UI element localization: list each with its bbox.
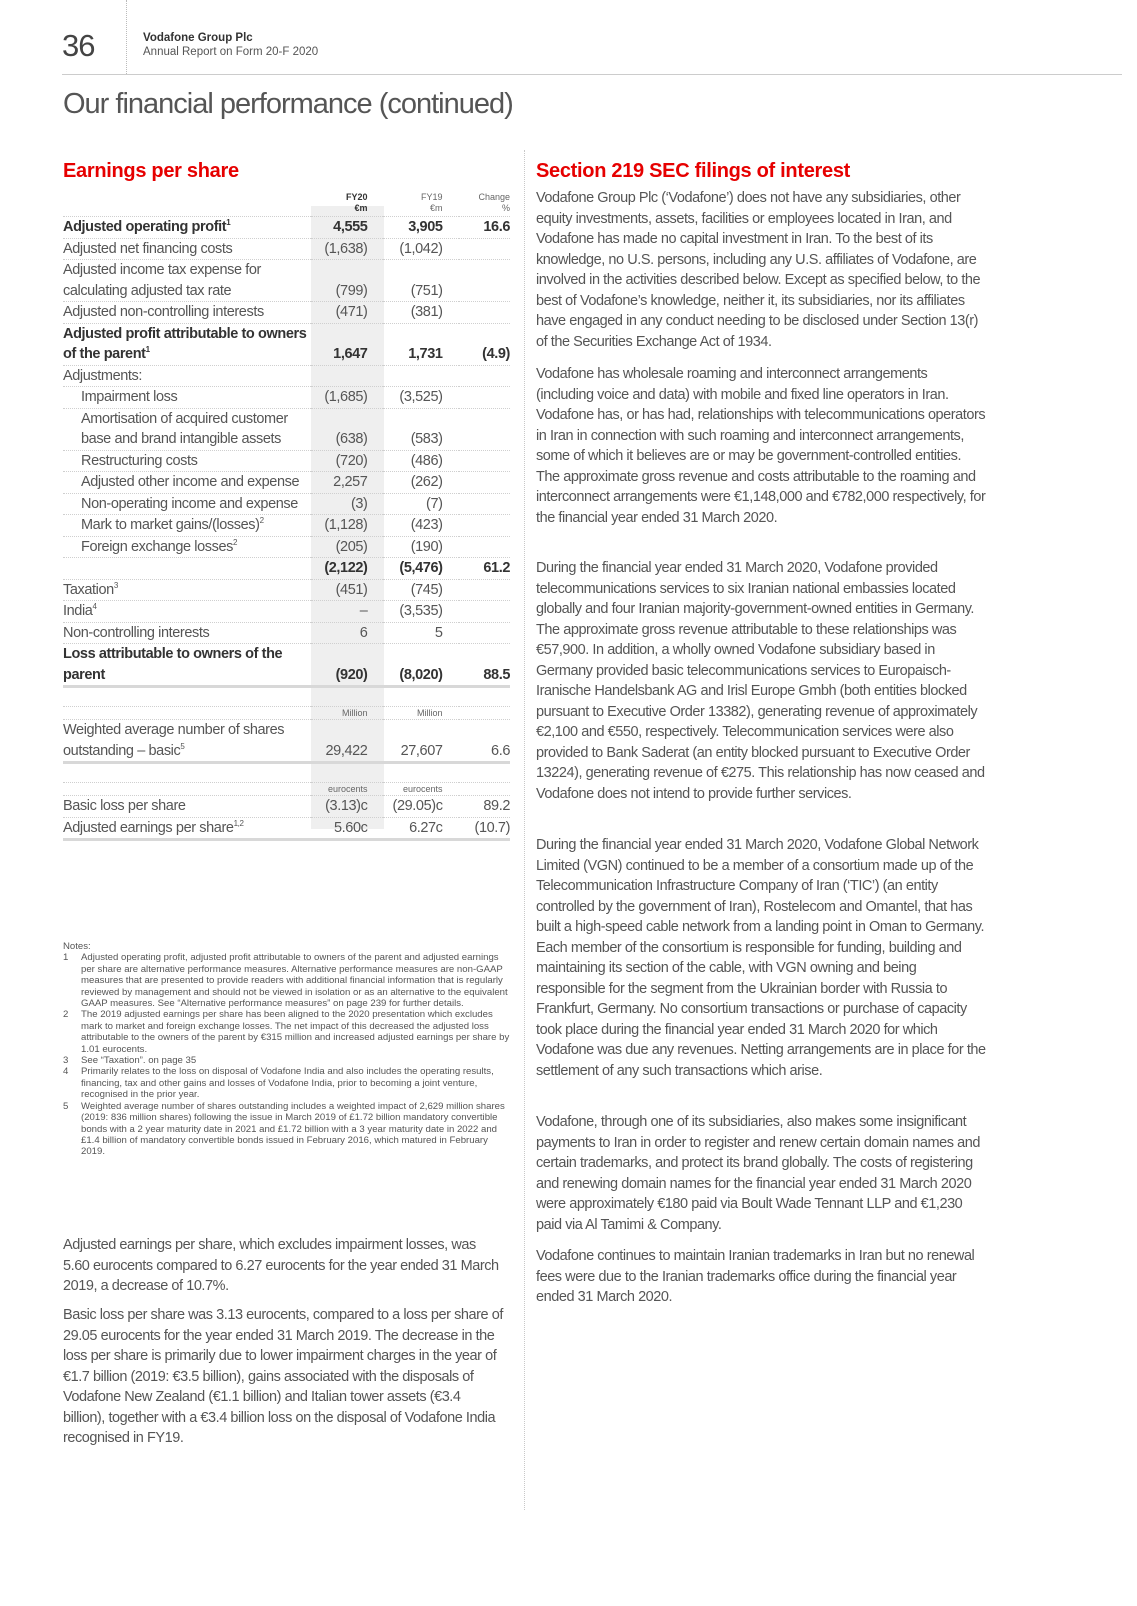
- change-value: [459, 365, 510, 387]
- eps-table: [63, 189, 510, 841]
- table-row: [63, 450, 510, 472]
- row-label: Non-controlling interests: [63, 622, 311, 644]
- fy19-value: (423): [383, 515, 458, 537]
- column-divider: [524, 150, 525, 1510]
- header-divider: [126, 0, 128, 74]
- fy19-value: (1,042): [383, 238, 458, 260]
- section219-paragraph: Vodafone has wholesale roaming and interconnect arrangements (including voice and data) with mobile and fixed line operators in Iran. Vodafone has, or has had, relationships with telecommunications operators in Iran in connection with such roaming and interconnect arrangements, some of which it believes are or may be government-controlled entities. The approximate gross revenue and costs attributable to the roaming and interconnect arrangements were €1,148,000 and €782,000 respectively, for the financial year ended 31 March 2020.: [536, 366, 986, 526]
- row-label: Basic loss per share: [63, 796, 311, 818]
- note-item: [63, 952, 510, 1009]
- note-text: Primarily relates to the loss on disposal of Vodafone India and also includes the operating results, financing, tax and other gains and losses of Vodafone India, prior to becoming a joint venture, recognised in the prior year.: [81, 1066, 494, 1101]
- table-row: [63, 260, 510, 302]
- table-row: [63, 387, 510, 409]
- row-label: Loss attributable to owners of the parent: [63, 644, 311, 687]
- fy19-value: (262): [383, 472, 458, 494]
- change-value: [459, 536, 510, 558]
- table-row: [63, 472, 510, 494]
- row-label: Restructuring costs: [63, 450, 311, 472]
- table-row: [63, 817, 510, 840]
- change-value: 16.6: [459, 217, 510, 239]
- col-header-fy19: FY19 €m: [383, 189, 458, 217]
- report-name: Annual Report on Form 20-F 2020: [143, 46, 319, 58]
- table-row: [63, 720, 510, 763]
- unit-row: [63, 707, 510, 720]
- fy20-value: (1,128): [311, 515, 384, 537]
- table-header-row: [63, 189, 510, 217]
- fy20-value: (471): [311, 302, 384, 324]
- note-text: Weighted average number of shares outstanding includes a weighted impact of 2,629 million shares (2019: 836 million shares) following the issue in March 2019 of £1.72 billion mandatory convertible bonds with a 2 year maturity date in 2021 and £1.72 billion with a 3 year maturity date in 2022 and £1.4 billion of mandatory convertible bonds issued in February 2016, which matured in February 2019.: [81, 1100, 505, 1158]
- change-value: [459, 579, 510, 601]
- footnote-ref: 3: [113, 580, 118, 590]
- table-row: [63, 238, 510, 260]
- row-label: Non-operating income and expense: [63, 493, 311, 515]
- fy20-unit: Million: [311, 707, 384, 720]
- fy19-value: [383, 365, 458, 387]
- row-label: Impairment loss: [63, 387, 311, 409]
- fy19-value: (583): [383, 408, 458, 450]
- fy19-value: (3,525): [383, 387, 458, 409]
- table-row: [63, 323, 510, 365]
- fy19-value: (29.05)c: [383, 796, 458, 818]
- footnote-ref: 2: [233, 537, 238, 547]
- row-label: India$^4$: [63, 601, 311, 623]
- fy19-value: 6.27c: [383, 817, 458, 840]
- row-label: Adjusted other income and expense: [63, 472, 311, 494]
- fy19-value: 5: [383, 622, 458, 644]
- page-title: Our financial performance (continued): [63, 88, 513, 120]
- note-item: [63, 1055, 510, 1066]
- table-row: [63, 579, 510, 601]
- fy19-value: (745): [383, 579, 458, 601]
- change-value: [459, 450, 510, 472]
- footnote-ref: 4: [92, 602, 97, 612]
- fy19-value: 27,607: [383, 720, 458, 763]
- fy19-value: 1,731: [383, 323, 458, 365]
- table-row: [63, 515, 510, 537]
- table-row: [63, 408, 510, 450]
- note-item: [63, 1009, 510, 1055]
- note-number: 4: [63, 1066, 69, 1078]
- note-text: The 2019 adjusted earnings per share has been aligned to the 2020 presentation which excludes mark to market and foreign exchange losses. The net impact of this decreased the adjusted loss attributable to the owners of the parent by €315 million and increased adjusted earnings per share by 1.01 eurocents.: [81, 1009, 510, 1055]
- fy19-value: (8,020): [383, 644, 458, 687]
- table-row: [63, 796, 510, 818]
- fy20-value: (720): [311, 450, 384, 472]
- row-label: Adjusted income tax expense for calculating adjusted tax rate: [63, 260, 311, 302]
- fy20-value: [311, 365, 384, 387]
- note-number: 1: [63, 952, 69, 964]
- section219-paragraph: Vodafone continues to maintain Iranian trademarks in Iran but no renewal fees were due to the Iranian trademarks office during the financial year ended 31 March 2020.: [536, 1248, 975, 1305]
- fy19-value: (751): [383, 260, 458, 302]
- change-value: (10.7): [459, 817, 510, 840]
- fy20-value: (2,122): [311, 558, 384, 580]
- fy20-value: 2,257: [311, 472, 384, 494]
- row-label: Foreign exchange losses$^2$: [63, 536, 311, 558]
- change-value: 89.2: [459, 796, 510, 818]
- fy19-value: 3,905: [383, 217, 458, 239]
- note-item: [63, 1101, 510, 1158]
- change-value: [459, 472, 510, 494]
- section219-paragraph: During the financial year ended 31 March 2020, Vodafone provided telecommunications services to six Iranian national embassies located globally and four Iranian majority-government-owned entities in Germany. The approximate gross revenue attributable to these relationships was €57,900. In addition, a wholly owned Vodafone subsidiary based in Germany provided basic telecommunications services to Europaisch-Iranische Handelsbank AG and Irisl Europe Gmbh (both entities blocked pursuant to Executive Order 13382), generating revenue of approximately €2,100 and €550, respectively. Telecommunication services were also provided to Bank Saderat (an entity blocked pursuant to Executive Order 13224), generating revenue of €275. This relationship has now ceased and Vodafone does not intend to provide further services.: [536, 560, 985, 802]
- fy20-value: –: [311, 601, 384, 623]
- row-label: Adjusted operating profit$^1$: [63, 217, 311, 239]
- row-label: [63, 558, 311, 580]
- eps-section-title: Earnings per share: [63, 160, 239, 182]
- fy20-value: (1,638): [311, 238, 384, 260]
- fy20-value: 5.60c: [311, 817, 384, 840]
- note-text: See “Taxation”. on page 35: [81, 1055, 197, 1067]
- table-row: [63, 365, 510, 387]
- footnote-ref: 1: [145, 345, 150, 355]
- table-row: [63, 622, 510, 644]
- change-value: [459, 493, 510, 515]
- col-header-fy20: FY20 €m: [311, 189, 384, 217]
- note-number: 5: [63, 1100, 69, 1112]
- fy19-value: (190): [383, 536, 458, 558]
- spacer-row: [63, 687, 510, 707]
- change-value: [459, 622, 510, 644]
- section219-paragraph: During the financial year ended 31 March 2020, Vodafone Global Network Limited (VGN) continued to be a member of a consortium made up of the Telecommunication Infrastructure Company of Iran (‘TIC’) (an entity controlled by the government of Iran), Rostelecom and Omantel, that has built a high-speed cable network from a landing point in Oman to Germany. Each member of the consortium is responsible for funding, building and maintaining its section of the cable, with VGN owning and being responsible for the segment from the Ukrainian border with Russia to Frankfurt, Germany. No consortium transactions or purchase of capacity took place during the financial year ended 31 March 2020 for which Vodafone was due any revenues. Netting arrangements are in place for the settlement of any such transactions which arise.: [536, 837, 986, 1079]
- note-number: 2: [63, 1009, 69, 1021]
- table-row: [63, 536, 510, 558]
- row-label: Mark to market gains/(losses)$^2$: [63, 515, 311, 537]
- table-row: [63, 558, 510, 580]
- fy20-value: 6: [311, 622, 384, 644]
- fy19-value: (3,535): [383, 601, 458, 623]
- header-rule: [62, 74, 1122, 75]
- change-value: 6.6: [459, 720, 510, 763]
- fy20-value: (3): [311, 493, 384, 515]
- notes-list: [63, 952, 510, 1157]
- fy19-unit: eurocents: [383, 783, 458, 796]
- table-row: [63, 302, 510, 324]
- spacer-row: [63, 763, 510, 783]
- section219-paragraph: Vodafone Group Plc (‘Vodafone’) does not have any subsidiaries, other equity investments, assets, facilities or employees located in Iran, and Vodafone has made no capital investment in Iran. To the best of its knowledge, no U.S. persons, including any U.S. affiliates of Vodafone, are involved in the activities described below. Except as specified below, to the best of Vodafone’s knowledge, neither it, its subsidiaries, nor its affiliates have engaged in any conduct needing to be disclosed under Section 13(r) of the Securities Exchange Act of 1934.: [536, 190, 981, 350]
- section219-title: Section 219 SEC filings of interest: [536, 160, 851, 182]
- fy19-value: (5,476): [383, 558, 458, 580]
- change-value: [459, 601, 510, 623]
- change-value: [459, 515, 510, 537]
- table-row: [63, 493, 510, 515]
- fy20-value: 29,422: [311, 720, 384, 763]
- fy19-value: (381): [383, 302, 458, 324]
- fy20-value: (638): [311, 408, 384, 450]
- fy20-value: (1,685): [311, 387, 384, 409]
- notes-title: Notes:: [63, 941, 91, 952]
- unit-row: [63, 783, 510, 796]
- company-name: Vodafone Group Plc: [143, 32, 253, 44]
- section219-paragraph: Vodafone, through one of its subsidiaries, also makes some insignificant payments to Iran in order to register and renew certain domain names and certain trademarks, and protect its brand globally. The costs of registering and renewing domain names for the financial year ended 31 March 2020 were approximately €180 paid via Boult Wade Tennant LLP and €1,230 paid via Al Tamimi & Company.: [536, 1114, 980, 1233]
- table-row: [63, 217, 510, 239]
- fy19-unit: Million: [383, 707, 458, 720]
- fy20-value: (799): [311, 260, 384, 302]
- change-value: [459, 238, 510, 260]
- eps-table-container: [63, 189, 510, 841]
- row-label: Adjustments:: [63, 365, 311, 387]
- note-text: Adjusted operating profit, adjusted profit attributable to owners of the parent and adjusted earnings per share are alternative performance measures. Alternative performance measures are non-GAAP measures that are presented to provide readers with additional financial information that is regularly reviewed by management and should not be viewed in isolation or as an alternative to the equivalent GAAP measures. See “Alternative performance measures” on page 239 for further details.: [81, 952, 508, 1010]
- fy20-value: (451): [311, 579, 384, 601]
- change-value: [459, 408, 510, 450]
- note-item: [63, 1066, 510, 1100]
- fy19-value: (7): [383, 493, 458, 515]
- fy19-value: (486): [383, 450, 458, 472]
- fy20-value: (3.13)c: [311, 796, 384, 818]
- footnote-ref: 5: [180, 741, 185, 751]
- row-label: Adjusted non-controlling interests: [63, 302, 311, 324]
- fy20-value: 1,647: [311, 323, 384, 365]
- change-value: [459, 387, 510, 409]
- table-notes: [63, 941, 510, 1158]
- fy20-unit: eurocents: [311, 783, 384, 796]
- eps-paragraph: Basic loss per share was 3.13 eurocents, compared to a loss per share of 29.05 eurocents for the year ended 31 March 2019. The decrease in the loss per share is primarily due to lower impairment charges in the year of €1.7 billion (2019: €3.5 billion), gains associated with the disposals of Vodafone New Zealand (€1.1 billion) and Italian tower assets (€3.4 billion), together with a €3.4 billion loss on the disposal of Vodafone India recognised in FY19.: [63, 1307, 503, 1446]
- fy20-value: 4,555: [311, 217, 384, 239]
- row-label: Adjusted earnings per share$^{1,2}$: [63, 817, 311, 840]
- page-number: 36: [62, 28, 95, 63]
- eps-paragraph: Adjusted earnings per share, which excludes impairment losses, was 5.60 eurocents compared to 6.27 eurocents for the year ended 31 March 2019, a decrease of 10.7%.: [63, 1237, 499, 1294]
- col-header-change: Change %: [459, 189, 510, 217]
- footnote-ref: 2: [259, 516, 264, 526]
- note-number: 3: [63, 1055, 69, 1067]
- change-value: (4.9): [459, 323, 510, 365]
- change-value: [459, 302, 510, 324]
- change-value: [459, 260, 510, 302]
- fy20-value: (920): [311, 644, 384, 687]
- row-label: Taxation$^3$: [63, 579, 311, 601]
- fy20-value: (205): [311, 536, 384, 558]
- row-label: Adjusted net financing costs: [63, 238, 311, 260]
- footnote-ref: 1: [226, 218, 231, 228]
- row-label: Weighted average number of shares outstanding – basic$^5$: [63, 720, 311, 763]
- row-label: Adjusted profit attributable to owners of the parent$^1$: [63, 323, 311, 365]
- footnote-ref: 1,2: [233, 818, 244, 828]
- row-label: Amortisation of acquired customer base and brand intangible assets: [63, 408, 311, 450]
- change-value: 61.2: [459, 558, 510, 580]
- table-row: [63, 601, 510, 623]
- change-value: 88.5: [459, 644, 510, 687]
- table-row: [63, 644, 510, 687]
